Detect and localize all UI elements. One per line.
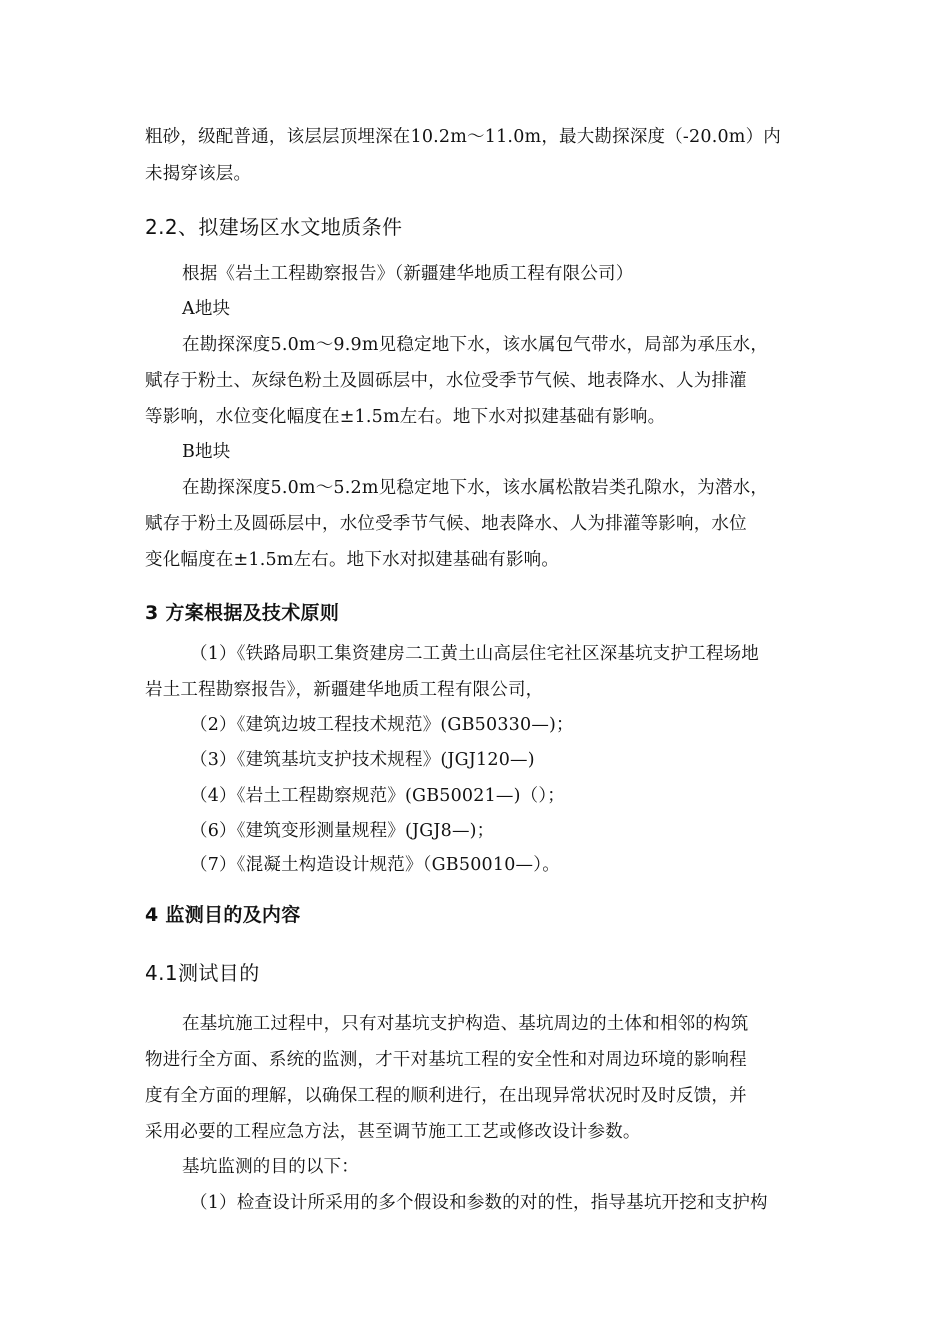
body-text-line: 赋存于粉土、灰绿色粉土及圆砾层中，水位受季节气候、地表降水、人为排灌 xyxy=(145,371,747,391)
reference-item: （7）《混凝土构造设计规范》（GB50010—）。 xyxy=(190,855,560,875)
reference-item: 岩土工程勘察报告》，新疆建华地质工程有限公司， xyxy=(145,680,544,700)
body-text-line: 采用必要的工程应急方法，甚至调节施工工艺或修改设计参数。 xyxy=(145,1122,641,1142)
section-heading-3: 3 方案根据及技术原则 xyxy=(145,602,340,624)
body-text-line: 物进行全方面、系统的监测，才干对基坑工程的安全性和对周边环境的影响程 xyxy=(145,1050,747,1070)
section-heading-2-2: 2.2、拟建场区水文地质条件 xyxy=(145,215,403,239)
body-text-line: 变化幅度在±1.5m左右。地下水对拟建基础有影响。 xyxy=(145,550,560,570)
reference-item: （4）《岩土工程勘察规范》(GB50021—)（）； xyxy=(190,786,565,806)
subsection-heading-4-1: 4.1测试目的 xyxy=(145,961,260,985)
reference-item: （6）《建筑变形测量规程》(JGJ8—)； xyxy=(190,821,495,841)
body-text-line: 未揭穿该层。 xyxy=(145,164,252,184)
body-text-line: 度有全方面的理解，以确保工程的顺利进行，在出现异常状况时及时反馈，并 xyxy=(145,1086,747,1106)
reference-item: （1）《铁路局职工集资建房二工黄土山高层住宅社区深基坑支护工程场地 xyxy=(190,644,759,664)
reference-item: （2）《建筑边坡工程技术规范》(GB50330—)； xyxy=(190,715,574,735)
body-text-line: 赋存于粉土及圆砾层中，水位受季节气候、地表降水、人为排灌等影响，水位 xyxy=(145,514,747,534)
block-title-a: A地块 xyxy=(182,299,231,319)
source-line: 根据《岩土工程勘察报告》（新疆建华地质工程有限公司） xyxy=(182,264,634,284)
purpose-intro: 基坑监测的目的以下： xyxy=(182,1157,359,1177)
body-text-line: 等影响，水位变化幅度在±1.5m左右。地下水对拟建基础有影响。 xyxy=(145,407,666,427)
block-title-b: B地块 xyxy=(182,442,231,462)
body-text-line: 在勘探深度5.0m～9.9m见稳定地下水，该水属包气带水，局部为承压水， xyxy=(182,335,769,355)
body-text-line: 在基坑施工过程中，只有对基坑支护构造、基坑周边的土体和相邻的构筑 xyxy=(182,1014,749,1034)
reference-item: （3）《建筑基坑支护技术规程》(JGJ120—) xyxy=(190,750,535,770)
purpose-item: （1）检查设计所采用的多个假设和参数的对的性，指导基坑开挖和支护构 xyxy=(190,1193,768,1213)
section-heading-4: 4 监测目的及内容 xyxy=(145,904,301,926)
body-text-line: 粗砂，级配普通，该层层顶埋深在10.2m～11.0m，最大勘探深度（-20.0m）内 xyxy=(145,127,781,147)
body-text-line: 在勘探深度5.0m～5.2m见稳定地下水，该水属松散岩类孔隙水，为潜水， xyxy=(182,478,769,498)
